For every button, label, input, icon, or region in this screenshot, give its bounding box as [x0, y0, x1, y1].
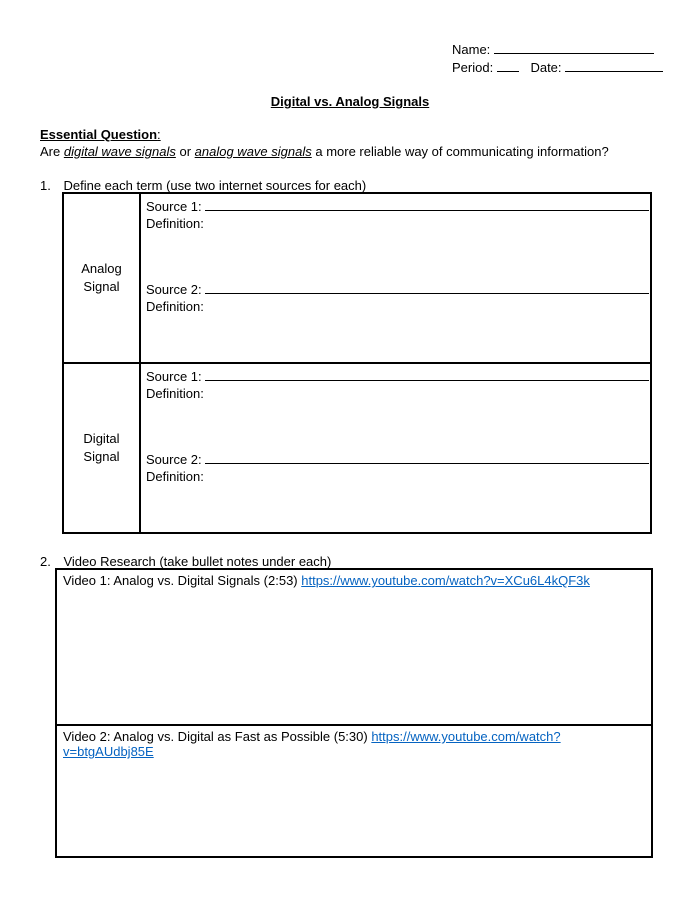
- name-field[interactable]: [452, 42, 654, 57]
- period-label: Period:: [452, 60, 494, 75]
- digital-source1[interactable]: [146, 369, 649, 384]
- section2-heading-text: Video Research (take bullet notes under each): [63, 554, 332, 569]
- eq-term-analog: analog wave signals: [194, 144, 312, 159]
- digital-definition1-label: Definition:: [146, 386, 204, 401]
- video1-label: Video 1: Analog vs. Digital Signals (2:53): [63, 573, 302, 588]
- source2-label: Source 2:: [146, 452, 202, 467]
- section1-heading-text: Define each term (use two internet sources for each): [63, 178, 367, 193]
- period-blank[interactable]: [497, 60, 519, 72]
- analog-label-line2: Signal: [83, 279, 120, 294]
- source2-label: Source 2:: [146, 282, 202, 297]
- digital-label-line1: Digital: [83, 431, 120, 446]
- eq-suffix: a more reliable way of communicating information?: [311, 144, 609, 159]
- eq-middle: or: [175, 144, 195, 159]
- digital-definition2-label: Definition:: [146, 469, 204, 484]
- digital-label-line2: Signal: [83, 449, 120, 464]
- definitions-table: [62, 192, 652, 534]
- analog-source1[interactable]: [146, 199, 649, 214]
- essential-question-heading: [40, 127, 161, 142]
- essential-question-text: [40, 144, 609, 159]
- digital-signal-row: [64, 364, 650, 532]
- digital-source2[interactable]: [146, 452, 649, 467]
- video2-row: [57, 726, 651, 856]
- page-title: Digital vs. Analog Signals: [270, 94, 430, 109]
- video2-label: Video 2: Analog vs. Digital as Fast as Possible (5:30): [63, 729, 372, 744]
- source1-label: Source 1:: [146, 369, 202, 384]
- source2-blank[interactable]: [205, 452, 649, 464]
- section1-number: 1.: [40, 178, 51, 193]
- analog-definition1-label: Definition:: [146, 216, 204, 231]
- name-blank[interactable]: [494, 42, 654, 54]
- section2-heading: [40, 554, 331, 569]
- analog-definition2-label: Definition:: [146, 299, 204, 314]
- eq-prefix: Are: [40, 144, 64, 159]
- video-research-table: [55, 568, 653, 858]
- video1-row: [57, 570, 651, 726]
- video2-link[interactable]: https://www.youtube.com/watch?v=btgAUdbj85E: [63, 729, 561, 759]
- analog-signal-row: [64, 194, 650, 364]
- digital-signal-label: [64, 364, 141, 532]
- eq-term-digital: digital wave signals: [63, 144, 176, 159]
- source1-label: Source 1:: [146, 199, 202, 214]
- period-date-fields: [452, 60, 663, 75]
- analog-label-line1: Analog: [81, 261, 122, 276]
- date-blank[interactable]: [565, 60, 663, 72]
- essential-question-label: Essential Question: [40, 127, 158, 142]
- video1-link[interactable]: https://www.youtube.com/watch?v=XCu6L4kQF3k: [301, 573, 590, 588]
- name-label: Name:: [452, 42, 491, 57]
- date-label: Date:: [530, 60, 562, 75]
- analog-source2[interactable]: [146, 282, 649, 297]
- section2-number: 2.: [40, 554, 51, 569]
- source1-blank[interactable]: [205, 199, 649, 211]
- source2-blank[interactable]: [205, 282, 649, 294]
- source1-blank[interactable]: [205, 369, 649, 381]
- analog-signal-label: [64, 194, 141, 362]
- section1-heading: [40, 178, 366, 193]
- essential-question-colon: :: [157, 127, 161, 142]
